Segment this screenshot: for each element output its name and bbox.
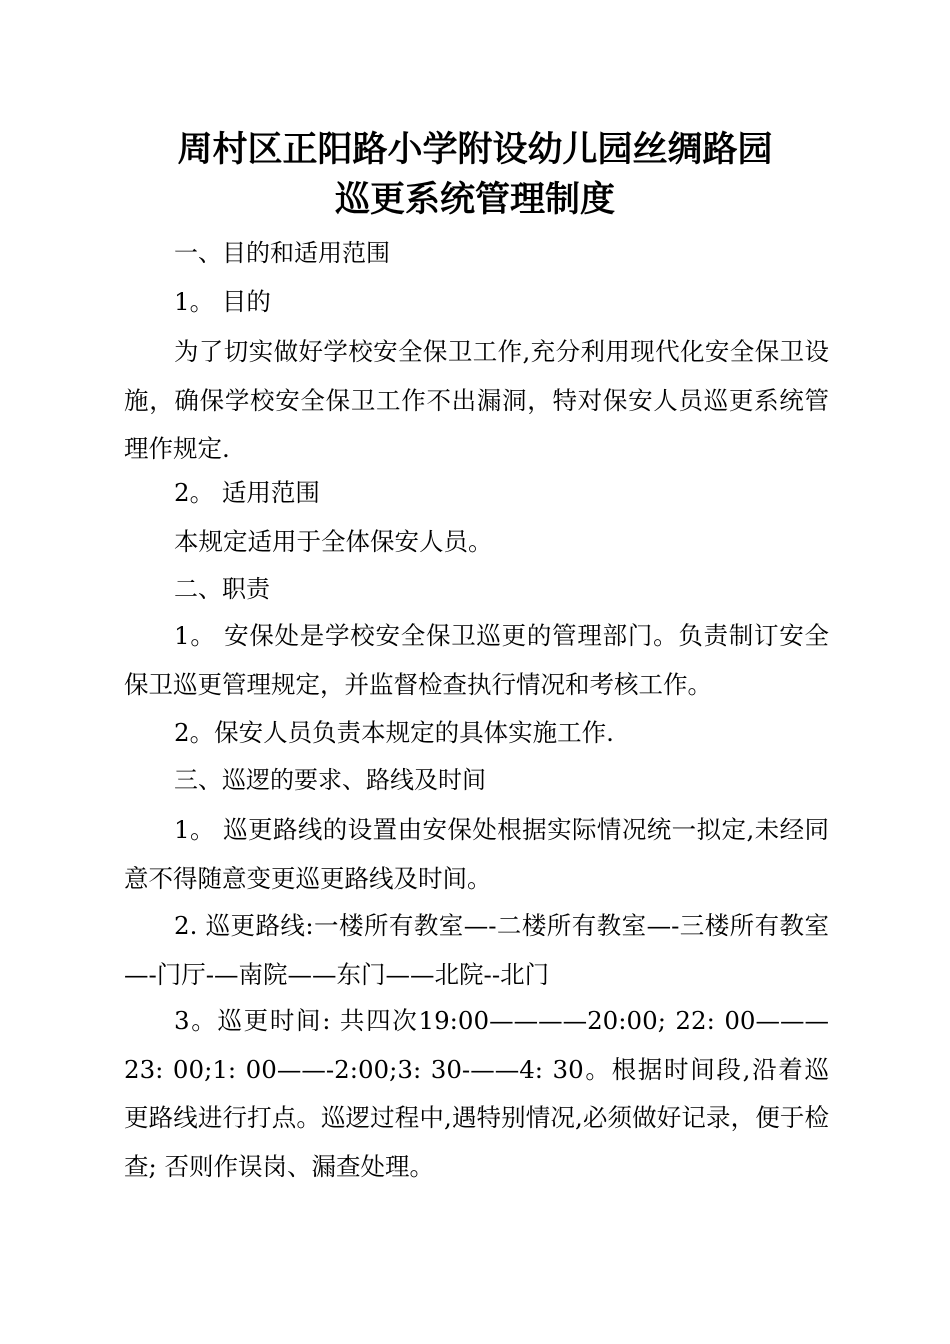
s2-item1-paragraph: 1。 安保处是学校安全保卫巡更的管理部门。负责制订安全保卫巡更管理规定，并监督检查执行情况和考核工作。 bbox=[124, 621, 829, 699]
section3-heading: 三、巡逻的要求、路线及时间 bbox=[174, 766, 486, 794]
document-title-line2: 巡更系统管理制度 bbox=[334, 179, 615, 220]
s3-item1-paragraph: 1。 巡更路线的设置由安保处根据实际情况统一拟定,未经同意不得随意变更巡更路线及时间。 bbox=[124, 815, 829, 893]
s1-item2-title: 2。 适用范围 bbox=[174, 478, 320, 507]
s1-item2-paragraph: 本规定适用于全体保安人员。 bbox=[174, 527, 493, 556]
s1-item1-title: 1。 目的 bbox=[174, 287, 271, 316]
section1-heading: 一、目的和适用范围 bbox=[174, 239, 390, 267]
s3-item3-paragraph: 3。巡更时间: 共四次19:00————20:00; 22: 00———23: 00;1: 00——-2:00;3: 30-——4: 30。根据时间段,沿着巡更路线进行打点。巡逻过程中,遇特别情况,必须做好记录，便于检查; 否则作误岗、漏查处理。 bbox=[124, 1006, 829, 1181]
s3-item2-paragraph: 2. 巡更路线:一楼所有教室—-二楼所有教室—-三楼所有教室—-门厅-—南院——东门——北院--北门 bbox=[124, 911, 829, 989]
section2-heading: 二、职责 bbox=[174, 575, 270, 603]
s1-item1-paragraph: 为了切实做好学校安全保卫工作,充分利用现代化安全保卫设施，确保学校安全保卫工作不出漏洞，特对保安人员巡更系统管理作规定. bbox=[124, 337, 829, 463]
s2-item2-paragraph: 2。保安人员负责本规定的具体实施工作. bbox=[174, 718, 614, 747]
document-title-line1: 周村区正阳路小学附设幼儿园丝绸路园 bbox=[177, 129, 773, 170]
